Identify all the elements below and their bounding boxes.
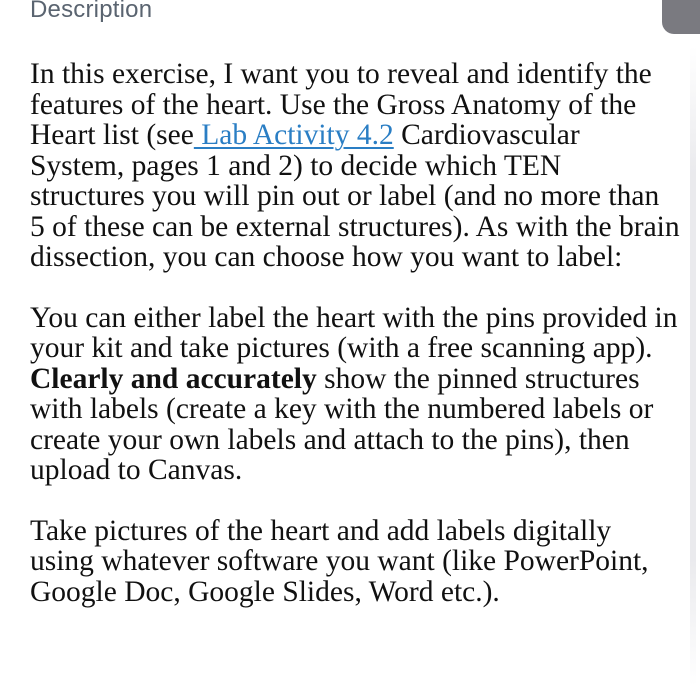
paragraph-2 [30, 303, 680, 486]
paragraph-1 [30, 59, 680, 273]
paragraph-2-text-start: You can either label the heart with the pins provided in your kit and take pictures (with a free scanning app). [30, 301, 678, 364]
top-right-tab[interactable] [662, 0, 700, 34]
paragraph-1-text-end: Cardiovascular System, pages 1 and 2) to decide which TEN structures you will pin out or label (and no more than 5 of these can be external structures). As with the brain dissection, you can choose how you want to label: [30, 119, 680, 273]
paragraph-2-emphasis: Clearly and accurately [30, 362, 317, 395]
scrollbar[interactable] [690, 46, 696, 686]
section-title: Description [30, 0, 153, 23]
paragraph-2-text-end: show the pinned structures with labels (create a key with the numbered labels or create your own labels and attach to the pins), then upload to Canvas. [30, 362, 654, 486]
paragraph-3 [30, 516, 680, 608]
description-content [30, 59, 680, 637]
paragraph-3-text: Take pictures of the heart and add labels digitally using whatever software you want (like PowerPoint, Google Doc, Google Slides, Word etc.). [30, 514, 649, 608]
paragraph-1-text-start: In this exercise, I want you to reveal and identify the features of the heart. Use the Gross Anatomy of the Heart list (see [30, 58, 652, 151]
lab-activity-link[interactable]: Lab Activity 4.2 [193, 119, 394, 151]
